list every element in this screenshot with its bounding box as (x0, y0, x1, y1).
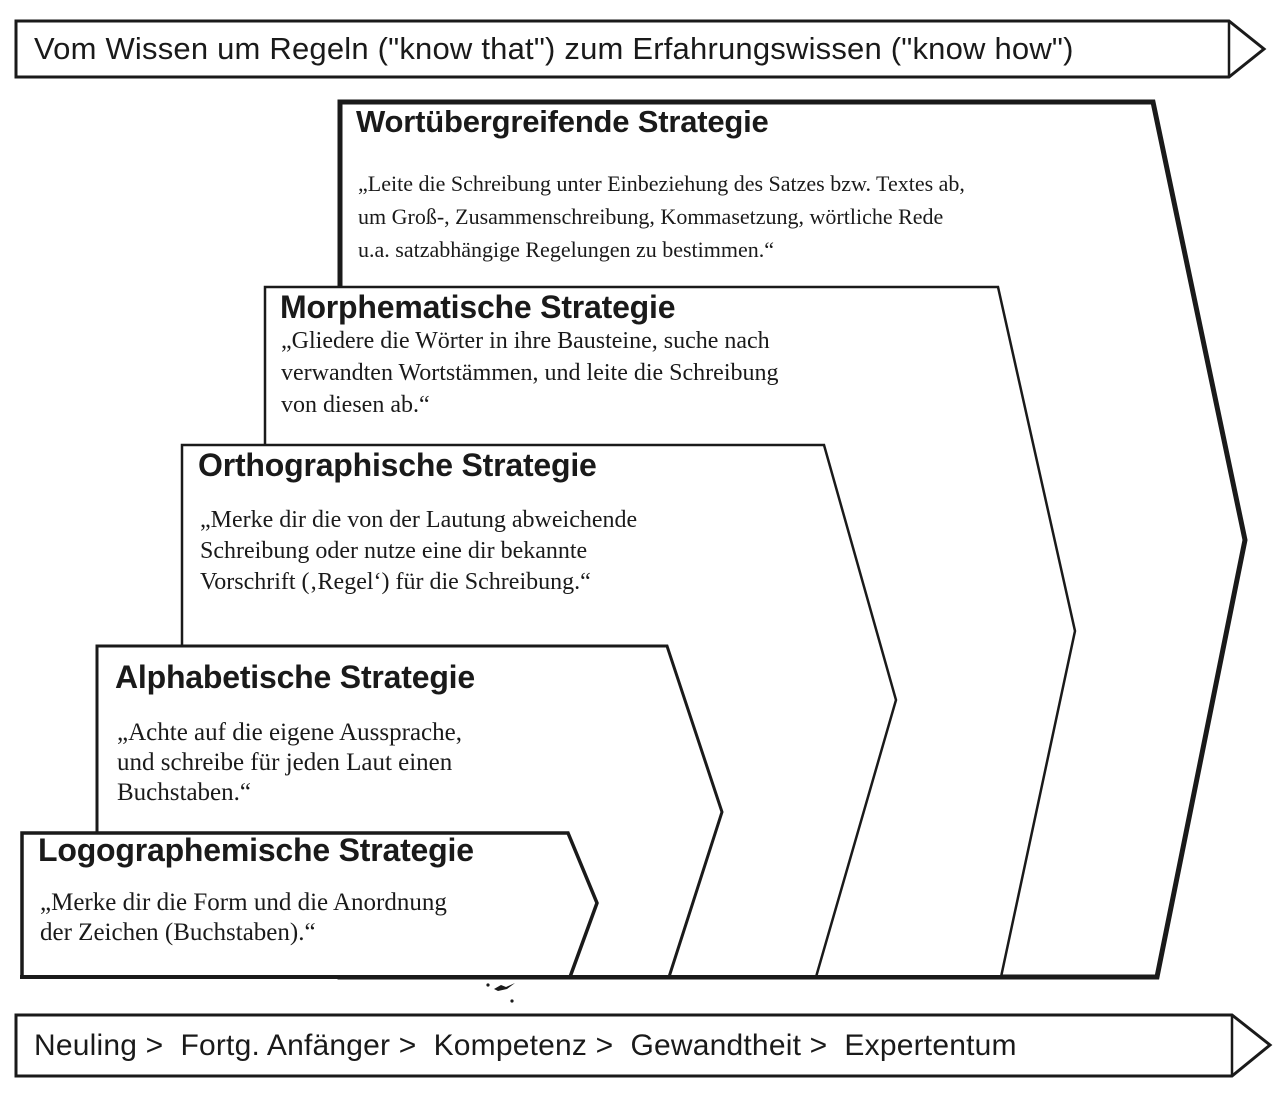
bottom-banner-label: Neuling > Fortg. Anfänger > Kompetenz > Gewandtheit > Expertentum (34, 1029, 1017, 1062)
quote-line: „Merke dir die Form und die Anordnung (40, 889, 447, 916)
scan-smudge-mark (494, 983, 515, 991)
strategy-quote-morphematische (281, 325, 779, 421)
scan-smudge-dot (486, 983, 489, 986)
quote-line: „Gliedere die Wörter in ihre Bausteine, suche nach (281, 328, 770, 354)
quote-line: von diesen ab.“ (281, 392, 430, 418)
quote-line: verwandten Wortstämmen, und leite die Schreibung (281, 360, 779, 386)
strategy-title-morphematische: Morphematische Strategie (280, 289, 676, 325)
quote-line: um Groß-, Zusammenschreibung, Kommasetzung, wörtliche Rede (358, 204, 944, 229)
quote-line: Vorschrift (‚Regel‘) für die Schreibung.“ (200, 569, 591, 595)
quote-line: und schreibe für jeden Laut einen (117, 749, 453, 776)
strategy-title-alphabetische: Alphabetische Strategie (115, 659, 475, 695)
quote-line: Schreibung oder nutze eine dir bekannte (200, 538, 588, 564)
quote-line: „Merke dir die von der Lautung abweichende (200, 507, 638, 533)
quote-line: „Leite die Schreibung unter Einbeziehung des Satzes bzw. Textes ab, (358, 171, 965, 196)
strategy-quote-orthographische (200, 505, 637, 598)
strategy-title-wortuebergreifende: Wortübergreifende Strategie (356, 104, 769, 139)
top-banner-label: Vom Wissen um Regeln ("know that") zum Erfahrungswissen ("know how") (34, 31, 1074, 66)
quote-line: Buchstaben.“ (117, 779, 251, 806)
quote-line: „Achte auf die eigene Aussprache, (117, 719, 462, 746)
quote-line: der Zeichen (Buchstaben).“ (40, 919, 316, 946)
strategy-quote-logographemische (40, 888, 447, 948)
strategy-quote-alphabetische (117, 718, 462, 808)
strategy-title-orthographische: Orthographische Strategie (198, 447, 597, 483)
quote-line: u.a. satzabhängige Regelungen zu bestimmen.“ (358, 237, 775, 262)
scan-smudge-dot (510, 999, 513, 1002)
strategy-quote-wortuebergreifende (358, 167, 965, 266)
strategy-title-logographemische: Logographemische Strategie (38, 832, 474, 868)
